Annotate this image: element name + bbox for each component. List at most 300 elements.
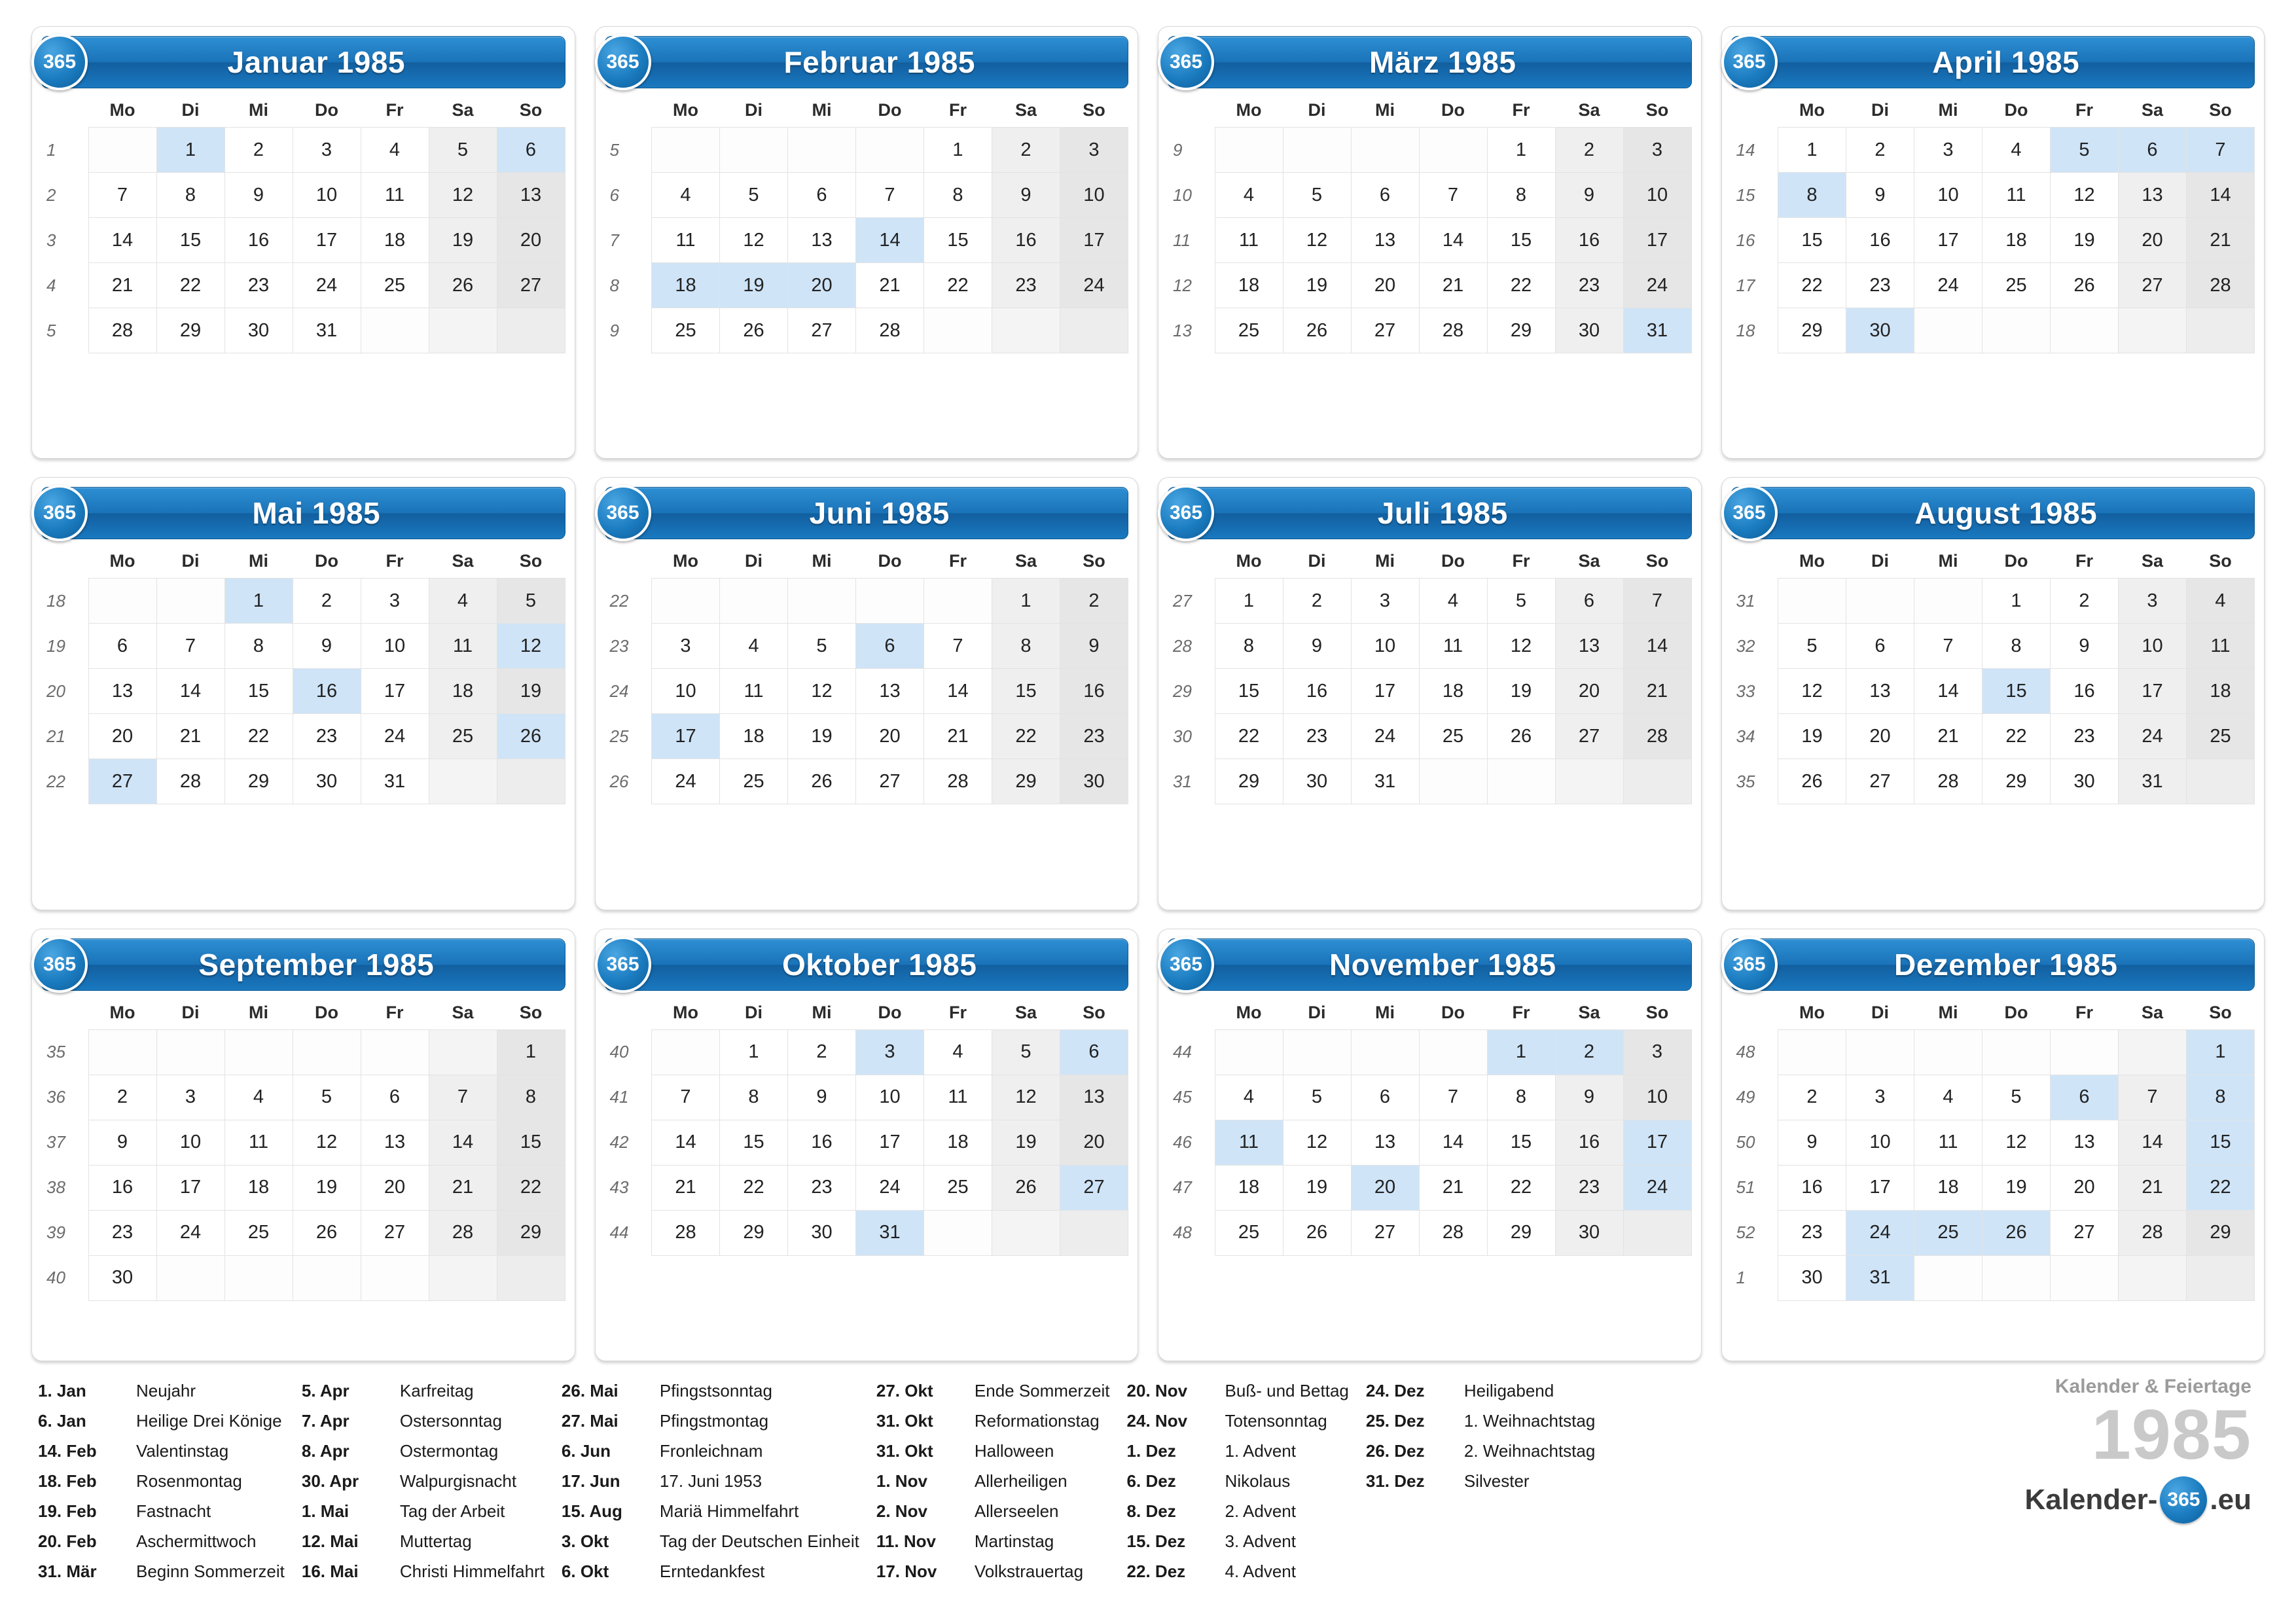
day-cell[interactable]: 3: [856, 1029, 924, 1075]
day-cell[interactable]: 28: [1419, 1210, 1487, 1255]
day-cell[interactable]: 12: [720, 218, 788, 263]
day-cell[interactable]: 7: [924, 624, 992, 669]
day-cell[interactable]: 24: [1914, 263, 1982, 308]
day-cell[interactable]: 28: [2119, 1210, 2187, 1255]
day-cell[interactable]: 15: [1487, 1120, 1555, 1165]
day-cell[interactable]: 23: [1778, 1210, 1846, 1255]
day-cell[interactable]: 21: [924, 714, 992, 759]
day-cell[interactable]: 23: [1555, 1165, 1623, 1210]
day-cell[interactable]: 10: [652, 669, 720, 714]
day-cell[interactable]: 15: [924, 218, 992, 263]
day-cell[interactable]: 11: [1982, 173, 2051, 218]
day-cell[interactable]: 27: [2051, 1210, 2119, 1255]
day-cell[interactable]: 6: [361, 1075, 429, 1120]
day-cell[interactable]: 8: [720, 1075, 788, 1120]
day-cell[interactable]: 16: [88, 1165, 156, 1210]
day-cell[interactable]: 8: [1778, 173, 1846, 218]
day-cell[interactable]: 20: [856, 714, 924, 759]
day-cell[interactable]: 30: [224, 308, 293, 353]
day-cell[interactable]: 23: [1555, 263, 1623, 308]
day-cell[interactable]: 12: [788, 669, 856, 714]
day-cell[interactable]: 24: [1351, 714, 1419, 759]
day-cell[interactable]: 21: [88, 263, 156, 308]
day-cell[interactable]: 7: [856, 173, 924, 218]
day-cell[interactable]: 2: [788, 1029, 856, 1075]
day-cell[interactable]: 16: [1555, 1120, 1623, 1165]
day-cell[interactable]: 2: [2051, 579, 2119, 624]
day-cell[interactable]: 18: [1419, 669, 1487, 714]
day-cell[interactable]: 13: [1060, 1075, 1128, 1120]
day-cell[interactable]: 30: [1283, 759, 1351, 804]
day-cell[interactable]: 17: [1914, 218, 1982, 263]
day-cell[interactable]: 17: [293, 218, 361, 263]
day-cell[interactable]: 19: [992, 1120, 1060, 1165]
day-cell[interactable]: 24: [2119, 714, 2187, 759]
day-cell[interactable]: 22: [1778, 263, 1846, 308]
day-cell[interactable]: 7: [1419, 1075, 1487, 1120]
day-cell[interactable]: 28: [1914, 759, 1982, 804]
day-cell[interactable]: 31: [361, 759, 429, 804]
day-cell[interactable]: 2: [1555, 1029, 1623, 1075]
day-cell[interactable]: 26: [1982, 1210, 2051, 1255]
day-cell[interactable]: 29: [1982, 759, 2051, 804]
day-cell[interactable]: 1: [1982, 579, 2051, 624]
day-cell[interactable]: 29: [1487, 1210, 1555, 1255]
day-cell[interactable]: 15: [992, 669, 1060, 714]
day-cell[interactable]: 11: [429, 624, 497, 669]
day-cell[interactable]: 27: [361, 1210, 429, 1255]
day-cell[interactable]: 13: [2119, 173, 2187, 218]
day-cell[interactable]: 28: [1623, 714, 1691, 759]
day-cell[interactable]: 6: [1555, 579, 1623, 624]
day-cell[interactable]: 5: [497, 579, 565, 624]
day-cell[interactable]: 12: [992, 1075, 1060, 1120]
day-cell[interactable]: 20: [1846, 714, 1914, 759]
day-cell[interactable]: 22: [156, 263, 224, 308]
day-cell[interactable]: 19: [788, 714, 856, 759]
day-cell[interactable]: 3: [1846, 1075, 1914, 1120]
day-cell[interactable]: 4: [361, 128, 429, 173]
day-cell[interactable]: 28: [88, 308, 156, 353]
day-cell[interactable]: 22: [924, 263, 992, 308]
day-cell[interactable]: 17: [1623, 218, 1691, 263]
day-cell[interactable]: 26: [2051, 263, 2119, 308]
day-cell[interactable]: 31: [1351, 759, 1419, 804]
day-cell[interactable]: 20: [1351, 1165, 1419, 1210]
day-cell[interactable]: 2: [224, 128, 293, 173]
day-cell[interactable]: 1: [2187, 1029, 2255, 1075]
day-cell[interactable]: 8: [924, 173, 992, 218]
day-cell[interactable]: 20: [2119, 218, 2187, 263]
day-cell[interactable]: 13: [856, 669, 924, 714]
day-cell[interactable]: 1: [992, 579, 1060, 624]
day-cell[interactable]: 21: [156, 714, 224, 759]
day-cell[interactable]: 9: [1555, 1075, 1623, 1120]
day-cell[interactable]: 24: [856, 1165, 924, 1210]
day-cell[interactable]: 20: [1555, 669, 1623, 714]
day-cell[interactable]: 27: [856, 759, 924, 804]
day-cell[interactable]: 25: [924, 1165, 992, 1210]
day-cell[interactable]: 23: [88, 1210, 156, 1255]
day-cell[interactable]: 3: [2119, 579, 2187, 624]
day-cell[interactable]: 8: [992, 624, 1060, 669]
day-cell[interactable]: 9: [1555, 173, 1623, 218]
day-cell[interactable]: 29: [156, 308, 224, 353]
day-cell[interactable]: 27: [1060, 1165, 1128, 1210]
day-cell[interactable]: 18: [1215, 263, 1283, 308]
day-cell[interactable]: 17: [361, 669, 429, 714]
day-cell[interactable]: 24: [1623, 1165, 1691, 1210]
day-cell[interactable]: 25: [1215, 1210, 1283, 1255]
day-cell[interactable]: 15: [1982, 669, 2051, 714]
day-cell[interactable]: 12: [2051, 173, 2119, 218]
day-cell[interactable]: 29: [2187, 1210, 2255, 1255]
day-cell[interactable]: 27: [88, 759, 156, 804]
day-cell[interactable]: 3: [361, 579, 429, 624]
day-cell[interactable]: 30: [88, 1255, 156, 1300]
day-cell[interactable]: 31: [1623, 308, 1691, 353]
day-cell[interactable]: 26: [992, 1165, 1060, 1210]
day-cell[interactable]: 5: [2051, 128, 2119, 173]
day-cell[interactable]: 10: [2119, 624, 2187, 669]
day-cell[interactable]: 16: [1060, 669, 1128, 714]
day-cell[interactable]: 18: [924, 1120, 992, 1165]
day-cell[interactable]: 7: [429, 1075, 497, 1120]
day-cell[interactable]: 4: [1982, 128, 2051, 173]
day-cell[interactable]: 10: [1351, 624, 1419, 669]
day-cell[interactable]: 22: [224, 714, 293, 759]
day-cell[interactable]: 17: [1351, 669, 1419, 714]
day-cell[interactable]: 14: [1914, 669, 1982, 714]
day-cell[interactable]: 2: [1283, 579, 1351, 624]
day-cell[interactable]: 24: [156, 1210, 224, 1255]
day-cell[interactable]: 8: [224, 624, 293, 669]
day-cell[interactable]: 27: [1555, 714, 1623, 759]
day-cell[interactable]: 28: [429, 1210, 497, 1255]
day-cell[interactable]: 1: [1487, 128, 1555, 173]
day-cell[interactable]: 17: [2119, 669, 2187, 714]
day-cell[interactable]: 30: [1846, 308, 1914, 353]
day-cell[interactable]: 12: [1283, 1120, 1351, 1165]
day-cell[interactable]: 27: [788, 308, 856, 353]
day-cell[interactable]: 14: [156, 669, 224, 714]
day-cell[interactable]: 2: [88, 1075, 156, 1120]
day-cell[interactable]: 3: [1351, 579, 1419, 624]
day-cell[interactable]: 12: [1778, 669, 1846, 714]
day-cell[interactable]: 14: [1419, 218, 1487, 263]
day-cell[interactable]: 31: [2119, 759, 2187, 804]
day-cell[interactable]: 27: [1351, 1210, 1419, 1255]
day-cell[interactable]: 12: [1283, 218, 1351, 263]
day-cell[interactable]: 6: [788, 173, 856, 218]
day-cell[interactable]: 15: [1778, 218, 1846, 263]
day-cell[interactable]: 26: [1283, 308, 1351, 353]
day-cell[interactable]: 22: [1487, 263, 1555, 308]
day-cell[interactable]: 7: [88, 173, 156, 218]
day-cell[interactable]: 19: [293, 1165, 361, 1210]
day-cell[interactable]: 22: [1982, 714, 2051, 759]
day-cell[interactable]: 26: [1283, 1210, 1351, 1255]
day-cell[interactable]: 19: [720, 263, 788, 308]
day-cell[interactable]: 29: [720, 1210, 788, 1255]
day-cell[interactable]: 25: [720, 759, 788, 804]
day-cell[interactable]: 17: [156, 1165, 224, 1210]
day-cell[interactable]: 26: [788, 759, 856, 804]
day-cell[interactable]: 9: [293, 624, 361, 669]
day-cell[interactable]: 8: [1487, 1075, 1555, 1120]
day-cell[interactable]: 15: [720, 1120, 788, 1165]
day-cell[interactable]: 22: [992, 714, 1060, 759]
day-cell[interactable]: 7: [1914, 624, 1982, 669]
day-cell[interactable]: 7: [652, 1075, 720, 1120]
day-cell[interactable]: 31: [1846, 1255, 1914, 1300]
day-cell[interactable]: 15: [497, 1120, 565, 1165]
day-cell[interactable]: 13: [2051, 1120, 2119, 1165]
day-cell[interactable]: 11: [1215, 218, 1283, 263]
day-cell[interactable]: 21: [652, 1165, 720, 1210]
day-cell[interactable]: 25: [2187, 714, 2255, 759]
day-cell[interactable]: 25: [652, 308, 720, 353]
day-cell[interactable]: 31: [856, 1210, 924, 1255]
day-cell[interactable]: 13: [1846, 669, 1914, 714]
day-cell[interactable]: 29: [1215, 759, 1283, 804]
day-cell[interactable]: 27: [2119, 263, 2187, 308]
day-cell[interactable]: 10: [361, 624, 429, 669]
day-cell[interactable]: 16: [293, 669, 361, 714]
day-cell[interactable]: 6: [856, 624, 924, 669]
day-cell[interactable]: 9: [2051, 624, 2119, 669]
day-cell[interactable]: 3: [1914, 128, 1982, 173]
day-cell[interactable]: 25: [361, 263, 429, 308]
day-cell[interactable]: 29: [1778, 308, 1846, 353]
day-cell[interactable]: 16: [788, 1120, 856, 1165]
day-cell[interactable]: 19: [1982, 1165, 2051, 1210]
day-cell[interactable]: 20: [2051, 1165, 2119, 1210]
day-cell[interactable]: 30: [788, 1210, 856, 1255]
day-cell[interactable]: 22: [497, 1165, 565, 1210]
day-cell[interactable]: 22: [2187, 1165, 2255, 1210]
day-cell[interactable]: 6: [2119, 128, 2187, 173]
day-cell[interactable]: 28: [2187, 263, 2255, 308]
day-cell[interactable]: 25: [1982, 263, 2051, 308]
day-cell[interactable]: 3: [1623, 1029, 1691, 1075]
day-cell[interactable]: 7: [156, 624, 224, 669]
day-cell[interactable]: 8: [1487, 173, 1555, 218]
day-cell[interactable]: 22: [1215, 714, 1283, 759]
day-cell[interactable]: 1: [224, 579, 293, 624]
day-cell[interactable]: 17: [1060, 218, 1128, 263]
day-cell[interactable]: 16: [2051, 669, 2119, 714]
day-cell[interactable]: 11: [924, 1075, 992, 1120]
day-cell[interactable]: 24: [652, 759, 720, 804]
day-cell[interactable]: 17: [652, 714, 720, 759]
day-cell[interactable]: 23: [1060, 714, 1128, 759]
day-cell[interactable]: 23: [992, 263, 1060, 308]
day-cell[interactable]: 26: [1487, 714, 1555, 759]
day-cell[interactable]: 5: [1283, 173, 1351, 218]
day-cell[interactable]: 18: [361, 218, 429, 263]
day-cell[interactable]: 18: [224, 1165, 293, 1210]
day-cell[interactable]: 12: [429, 173, 497, 218]
day-cell[interactable]: 21: [1419, 1165, 1487, 1210]
day-cell[interactable]: 23: [224, 263, 293, 308]
day-cell[interactable]: 3: [652, 624, 720, 669]
day-cell[interactable]: 13: [88, 669, 156, 714]
day-cell[interactable]: 9: [224, 173, 293, 218]
day-cell[interactable]: 11: [361, 173, 429, 218]
day-cell[interactable]: 27: [1351, 308, 1419, 353]
day-cell[interactable]: 23: [293, 714, 361, 759]
day-cell[interactable]: 14: [2187, 173, 2255, 218]
day-cell[interactable]: 24: [1060, 263, 1128, 308]
day-cell[interactable]: 17: [1623, 1120, 1691, 1165]
day-cell[interactable]: 14: [1419, 1120, 1487, 1165]
day-cell[interactable]: 15: [224, 669, 293, 714]
day-cell[interactable]: 29: [992, 759, 1060, 804]
day-cell[interactable]: 1: [1215, 579, 1283, 624]
day-cell[interactable]: 14: [88, 218, 156, 263]
day-cell[interactable]: 14: [856, 218, 924, 263]
day-cell[interactable]: 16: [224, 218, 293, 263]
day-cell[interactable]: 4: [2187, 579, 2255, 624]
day-cell[interactable]: 2: [1846, 128, 1914, 173]
day-cell[interactable]: 10: [293, 173, 361, 218]
day-cell[interactable]: 7: [1623, 579, 1691, 624]
day-cell[interactable]: 29: [224, 759, 293, 804]
day-cell[interactable]: 21: [856, 263, 924, 308]
day-cell[interactable]: 18: [1982, 218, 2051, 263]
day-cell[interactable]: 2: [1555, 128, 1623, 173]
day-cell[interactable]: 28: [924, 759, 992, 804]
day-cell[interactable]: 19: [497, 669, 565, 714]
day-cell[interactable]: 5: [1778, 624, 1846, 669]
day-cell[interactable]: 21: [1419, 263, 1487, 308]
day-cell[interactable]: 25: [1215, 308, 1283, 353]
day-cell[interactable]: 10: [1623, 1075, 1691, 1120]
day-cell[interactable]: 20: [497, 218, 565, 263]
day-cell[interactable]: 4: [720, 624, 788, 669]
day-cell[interactable]: 12: [497, 624, 565, 669]
day-cell[interactable]: 4: [1419, 579, 1487, 624]
day-cell[interactable]: 8: [2187, 1075, 2255, 1120]
day-cell[interactable]: 12: [1487, 624, 1555, 669]
day-cell[interactable]: 9: [1846, 173, 1914, 218]
day-cell[interactable]: 14: [429, 1120, 497, 1165]
day-cell[interactable]: 10: [1623, 173, 1691, 218]
day-cell[interactable]: 1: [1778, 128, 1846, 173]
day-cell[interactable]: 2: [1060, 579, 1128, 624]
day-cell[interactable]: 8: [1982, 624, 2051, 669]
day-cell[interactable]: 10: [156, 1120, 224, 1165]
day-cell[interactable]: 10: [1846, 1120, 1914, 1165]
day-cell[interactable]: 9: [88, 1120, 156, 1165]
day-cell[interactable]: 2: [1778, 1075, 1846, 1120]
day-cell[interactable]: 8: [1215, 624, 1283, 669]
day-cell[interactable]: 4: [224, 1075, 293, 1120]
day-cell[interactable]: 1: [1487, 1029, 1555, 1075]
day-cell[interactable]: 19: [2051, 218, 2119, 263]
day-cell[interactable]: 24: [1623, 263, 1691, 308]
day-cell[interactable]: 9: [788, 1075, 856, 1120]
day-cell[interactable]: 18: [1914, 1165, 1982, 1210]
day-cell[interactable]: 19: [1487, 669, 1555, 714]
day-cell[interactable]: 10: [1914, 173, 1982, 218]
day-cell[interactable]: 7: [2187, 128, 2255, 173]
day-cell[interactable]: 1: [720, 1029, 788, 1075]
day-cell[interactable]: 8: [497, 1075, 565, 1120]
day-cell[interactable]: 13: [1351, 1120, 1419, 1165]
day-cell[interactable]: 15: [156, 218, 224, 263]
day-cell[interactable]: 6: [1351, 173, 1419, 218]
day-cell[interactable]: 5: [1283, 1075, 1351, 1120]
day-cell[interactable]: 26: [720, 308, 788, 353]
day-cell[interactable]: 15: [1487, 218, 1555, 263]
day-cell[interactable]: 18: [652, 263, 720, 308]
day-cell[interactable]: 9: [1060, 624, 1128, 669]
day-cell[interactable]: 2: [293, 579, 361, 624]
day-cell[interactable]: 18: [429, 669, 497, 714]
day-cell[interactable]: 13: [1555, 624, 1623, 669]
day-cell[interactable]: 14: [924, 669, 992, 714]
day-cell[interactable]: 20: [788, 263, 856, 308]
day-cell[interactable]: 6: [1060, 1029, 1128, 1075]
day-cell[interactable]: 21: [429, 1165, 497, 1210]
day-cell[interactable]: 3: [1623, 128, 1691, 173]
day-cell[interactable]: 4: [652, 173, 720, 218]
day-cell[interactable]: 6: [1846, 624, 1914, 669]
day-cell[interactable]: 11: [224, 1120, 293, 1165]
day-cell[interactable]: 18: [2187, 669, 2255, 714]
day-cell[interactable]: 5: [720, 173, 788, 218]
day-cell[interactable]: 30: [1778, 1255, 1846, 1300]
day-cell[interactable]: 5: [992, 1029, 1060, 1075]
day-cell[interactable]: 19: [1283, 263, 1351, 308]
day-cell[interactable]: 11: [652, 218, 720, 263]
day-cell[interactable]: 4: [1914, 1075, 1982, 1120]
day-cell[interactable]: 16: [1555, 218, 1623, 263]
day-cell[interactable]: 23: [2051, 714, 2119, 759]
day-cell[interactable]: 11: [1914, 1120, 1982, 1165]
day-cell[interactable]: 19: [1778, 714, 1846, 759]
day-cell[interactable]: 20: [361, 1165, 429, 1210]
day-cell[interactable]: 30: [293, 759, 361, 804]
day-cell[interactable]: 21: [1623, 669, 1691, 714]
day-cell[interactable]: 11: [1419, 624, 1487, 669]
day-cell[interactable]: 26: [1778, 759, 1846, 804]
day-cell[interactable]: 22: [720, 1165, 788, 1210]
day-cell[interactable]: 14: [1623, 624, 1691, 669]
day-cell[interactable]: 21: [2187, 218, 2255, 263]
day-cell[interactable]: 7: [1419, 173, 1487, 218]
day-cell[interactable]: 5: [788, 624, 856, 669]
day-cell[interactable]: 11: [720, 669, 788, 714]
day-cell[interactable]: 11: [2187, 624, 2255, 669]
day-cell[interactable]: 3: [156, 1075, 224, 1120]
day-cell[interactable]: 28: [1419, 308, 1487, 353]
day-cell[interactable]: 4: [1215, 1075, 1283, 1120]
day-cell[interactable]: 20: [1060, 1120, 1128, 1165]
day-cell[interactable]: 13: [497, 173, 565, 218]
day-cell[interactable]: 21: [2119, 1165, 2187, 1210]
day-cell[interactable]: 9: [992, 173, 1060, 218]
day-cell[interactable]: 10: [1060, 173, 1128, 218]
day-cell[interactable]: 24: [293, 263, 361, 308]
day-cell[interactable]: 12: [293, 1120, 361, 1165]
day-cell[interactable]: 25: [429, 714, 497, 759]
day-cell[interactable]: 23: [788, 1165, 856, 1210]
day-cell[interactable]: 2: [992, 128, 1060, 173]
day-cell[interactable]: 24: [1846, 1210, 1914, 1255]
